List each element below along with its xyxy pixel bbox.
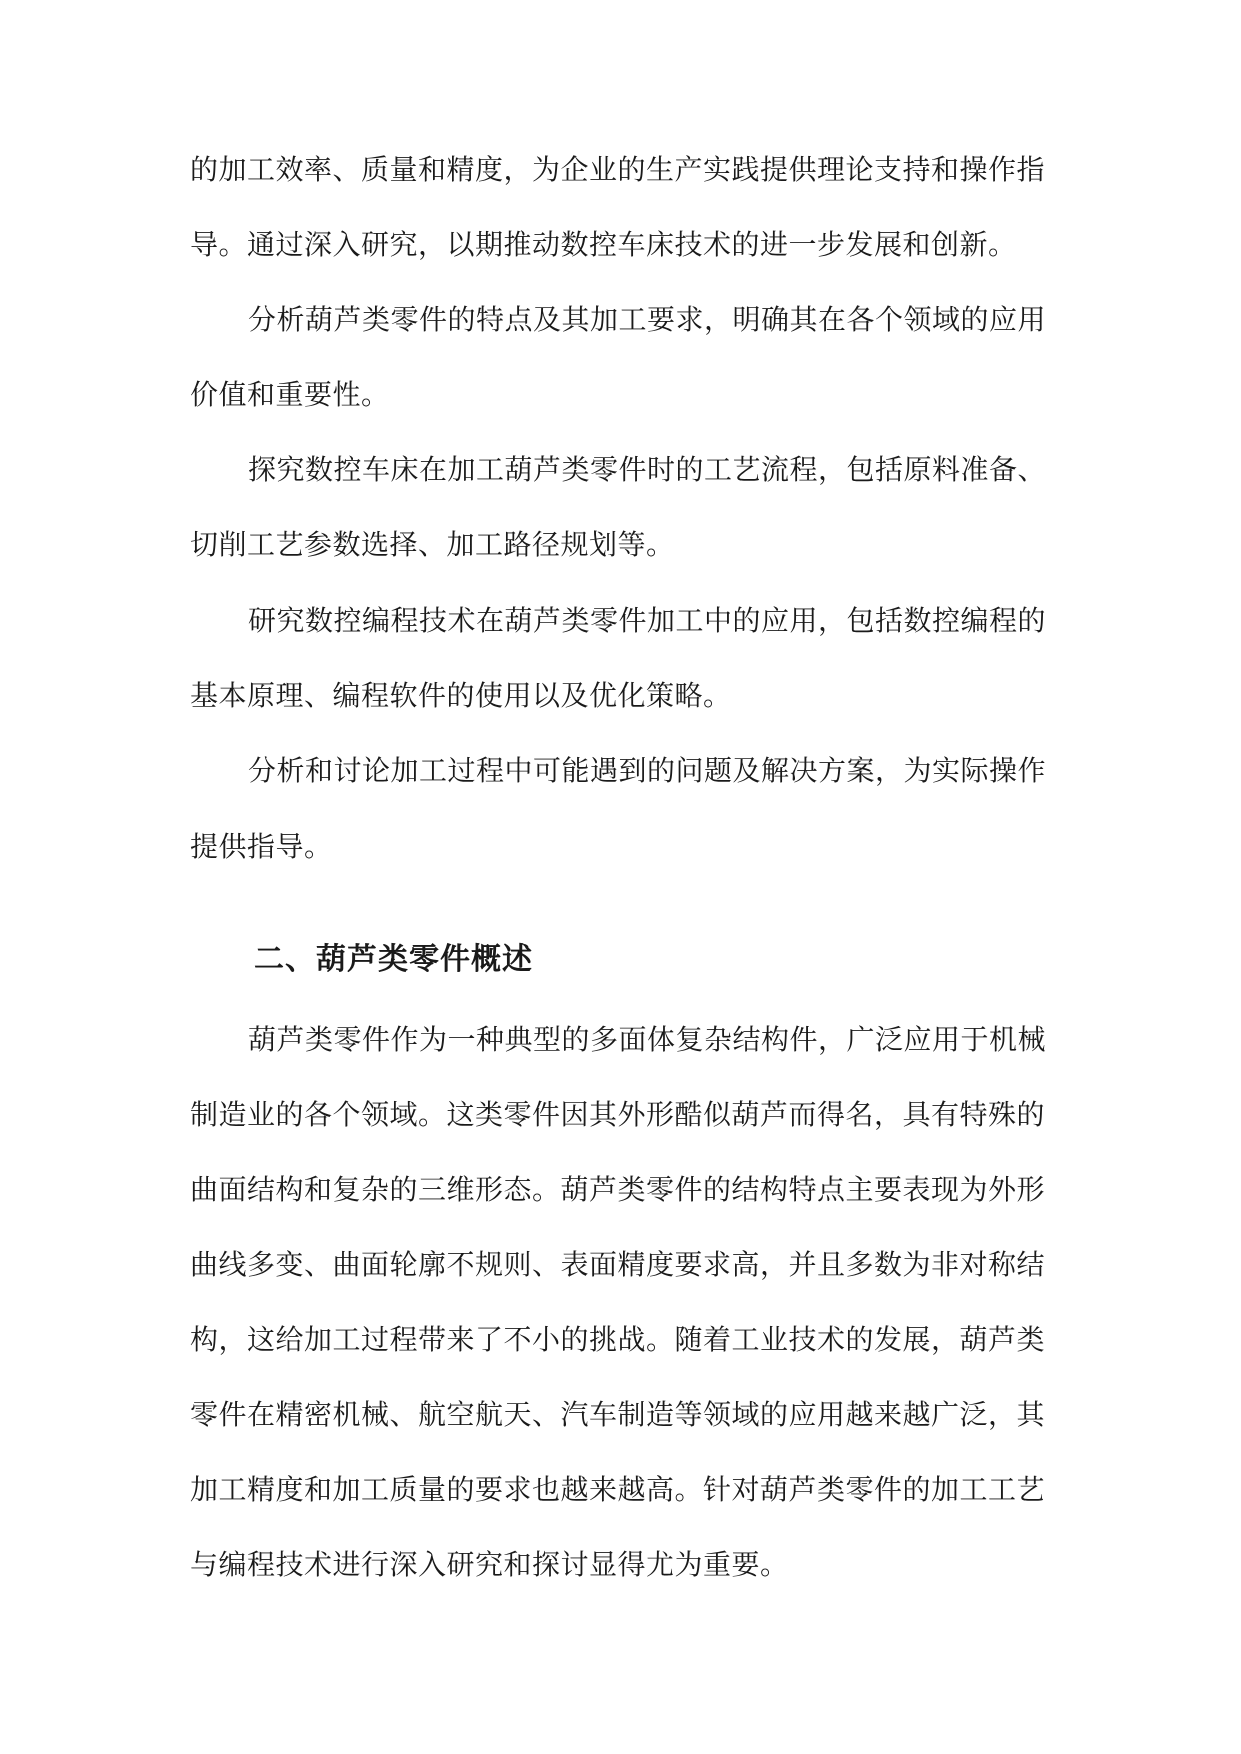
paragraph-line: 切削工艺参数选择、加工路径规划等。	[190, 528, 675, 561]
paragraph-line: 曲面结构和复杂的三维形态。葫芦类零件的结构特点主要表现为外形	[190, 1173, 1046, 1206]
paragraph-line: 分析和讨论加工过程中可能遇到的问题及解决方案，为实际操作	[248, 754, 1047, 787]
paragraph-line: 加工精度和加工质量的要求也越来越高。针对葫芦类零件的加工工艺	[190, 1473, 1046, 1506]
paragraph-line: 零件在精密机械、航空航天、汽车制造等领域的应用越来越广泛，其	[190, 1398, 1046, 1431]
paragraph-line: 探究数控车床在加工葫芦类零件时的工艺流程，包括原料准备、	[248, 453, 1047, 486]
paragraph-line: 曲线多变、曲面轮廓不规则、表面精度要求高，并且多数为非对称结	[190, 1248, 1046, 1281]
paragraph-line: 葫芦类零件作为一种典型的多面体复杂结构件，广泛应用于机械	[248, 1023, 1047, 1056]
paragraph-line: 与编程技术进行深入研究和探讨显得尤为重要。	[190, 1548, 789, 1581]
paragraph-line: 研究数控编程技术在葫芦类零件加工中的应用，包括数控编程的	[248, 604, 1047, 637]
paragraph-line: 制造业的各个领域。这类零件因其外形酷似葫芦而得名，具有特殊的	[190, 1098, 1046, 1131]
paragraph-line: 导。通过深入研究，以期推动数控车床技术的进一步发展和创新。	[190, 228, 1017, 261]
paragraph-line: 提供指导。	[190, 830, 333, 863]
paragraph-line: 基本原理、编程软件的使用以及优化策略。	[190, 679, 732, 712]
paragraph-line: 的加工效率、质量和精度，为企业的生产实践提供理论支持和操作指	[190, 153, 1046, 186]
paragraph-line: 分析葫芦类零件的特点及其加工要求，明确其在各个领域的应用	[248, 303, 1047, 336]
paragraph-line: 构，这给加工过程带来了不小的挑战。随着工业技术的发展，葫芦类	[190, 1323, 1046, 1356]
paragraph-line: 价值和重要性。	[190, 378, 390, 411]
section-heading: 二、葫芦类零件概述	[254, 942, 533, 977]
